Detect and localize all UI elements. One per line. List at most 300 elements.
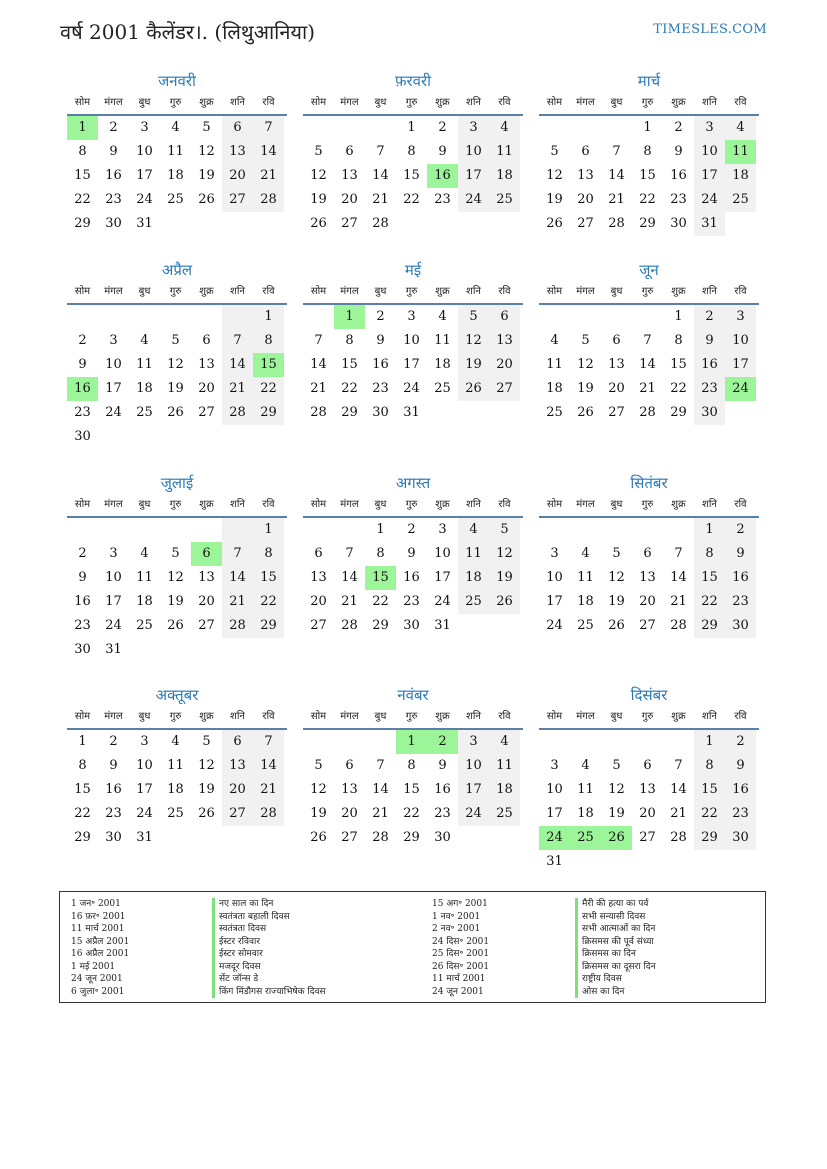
day-cell[interactable]: 28 bbox=[341, 618, 358, 633]
day-cell[interactable]: 18 bbox=[577, 806, 594, 821]
day-cell[interactable]: 23 bbox=[74, 405, 91, 420]
day-cell[interactable]: 20 bbox=[310, 594, 327, 609]
day-cell[interactable]: 17 bbox=[694, 164, 725, 188]
day-cell[interactable]: 24 bbox=[539, 826, 570, 850]
day-cell[interactable]: 8 bbox=[643, 144, 652, 159]
day-cell[interactable]: 28 bbox=[222, 401, 253, 425]
day-cell[interactable]: 12 bbox=[198, 758, 215, 773]
day-cell[interactable]: 28 bbox=[670, 618, 687, 633]
day-cell[interactable]: 27 bbox=[489, 377, 520, 401]
day-cell[interactable]: 13 bbox=[310, 570, 327, 585]
day-cell[interactable]: 25 bbox=[570, 826, 601, 850]
day-cell[interactable]: 26 bbox=[601, 826, 632, 850]
day-cell[interactable]: 13 bbox=[341, 782, 358, 797]
day-cell[interactable]: 11 bbox=[489, 140, 520, 164]
day-cell[interactable]: 18 bbox=[489, 164, 520, 188]
day-cell[interactable]: 14 bbox=[608, 168, 625, 183]
day-cell[interactable]: 9 bbox=[109, 144, 118, 159]
day-cell[interactable]: 12 bbox=[577, 357, 594, 372]
day-cell[interactable]: 10 bbox=[458, 140, 489, 164]
day-cell[interactable]: 30 bbox=[403, 618, 420, 633]
day-cell[interactable]: 13 bbox=[639, 782, 656, 797]
day-cell[interactable]: 17 bbox=[546, 594, 563, 609]
day-cell[interactable]: 23 bbox=[105, 192, 122, 207]
day-cell[interactable]: 16 bbox=[74, 594, 91, 609]
day-cell[interactable]: 2 bbox=[438, 120, 447, 135]
day-cell[interactable]: 15 bbox=[253, 566, 284, 590]
day-cell[interactable]: 19 bbox=[198, 782, 215, 797]
day-cell[interactable]: 20 bbox=[198, 594, 215, 609]
day-cell[interactable]: 27 bbox=[341, 830, 358, 845]
day-cell[interactable]: 17 bbox=[136, 168, 153, 183]
day-cell[interactable]: 21 bbox=[372, 192, 389, 207]
day-cell[interactable]: 9 bbox=[78, 357, 87, 372]
day-cell[interactable]: 10 bbox=[458, 754, 489, 778]
day-cell[interactable]: 24 bbox=[725, 377, 756, 401]
day-cell[interactable]: 11 bbox=[577, 782, 594, 797]
day-cell[interactable]: 14 bbox=[372, 168, 389, 183]
day-cell[interactable]: 10 bbox=[136, 758, 153, 773]
day-cell[interactable]: 18 bbox=[546, 381, 563, 396]
day-cell[interactable]: 3 bbox=[458, 116, 489, 140]
day-cell[interactable]: 22 bbox=[694, 802, 725, 826]
day-cell[interactable]: 28 bbox=[222, 614, 253, 638]
day-cell[interactable]: 31 bbox=[136, 216, 153, 231]
day-cell[interactable]: 2 bbox=[78, 333, 87, 348]
day-cell[interactable]: 18 bbox=[167, 782, 184, 797]
day-cell[interactable]: 14 bbox=[372, 782, 389, 797]
day-cell[interactable]: 1 bbox=[67, 116, 98, 140]
day-cell[interactable]: 28 bbox=[670, 830, 687, 845]
day-cell[interactable]: 31 bbox=[546, 854, 563, 869]
day-cell[interactable]: 12 bbox=[310, 782, 327, 797]
day-cell[interactable]: 22 bbox=[403, 192, 420, 207]
day-cell[interactable]: 2 bbox=[78, 546, 87, 561]
day-cell[interactable]: 4 bbox=[489, 116, 520, 140]
day-cell[interactable]: 29 bbox=[253, 614, 284, 638]
day-cell[interactable]: 24 bbox=[694, 188, 725, 212]
day-cell[interactable]: 30 bbox=[670, 216, 687, 231]
day-cell[interactable]: 18 bbox=[434, 357, 451, 372]
day-cell[interactable]: 22 bbox=[639, 192, 656, 207]
day-cell[interactable]: 12 bbox=[608, 782, 625, 797]
day-cell[interactable]: 10 bbox=[725, 329, 756, 353]
day-cell[interactable]: 26 bbox=[310, 830, 327, 845]
day-cell[interactable]: 19 bbox=[546, 192, 563, 207]
day-cell[interactable]: 20 bbox=[198, 381, 215, 396]
day-cell[interactable]: 24 bbox=[458, 802, 489, 826]
day-cell[interactable]: 22 bbox=[341, 381, 358, 396]
day-cell[interactable]: 11 bbox=[489, 754, 520, 778]
day-cell[interactable]: 21 bbox=[253, 778, 284, 802]
day-cell[interactable]: 15 bbox=[341, 357, 358, 372]
day-cell[interactable]: 3 bbox=[140, 734, 149, 749]
day-cell[interactable]: 22 bbox=[403, 806, 420, 821]
day-cell[interactable]: 12 bbox=[489, 542, 520, 566]
day-cell[interactable]: 26 bbox=[546, 216, 563, 231]
day-cell[interactable]: 13 bbox=[198, 570, 215, 585]
day-cell[interactable]: 25 bbox=[136, 618, 153, 633]
day-cell[interactable]: 2 bbox=[694, 305, 725, 329]
day-cell[interactable]: 1 bbox=[253, 518, 284, 542]
day-cell[interactable]: 6 bbox=[489, 305, 520, 329]
day-cell[interactable]: 1 bbox=[376, 522, 385, 537]
day-cell[interactable]: 11 bbox=[458, 542, 489, 566]
day-cell[interactable]: 15 bbox=[670, 357, 687, 372]
day-cell[interactable]: 27 bbox=[608, 405, 625, 420]
day-cell[interactable]: 18 bbox=[136, 381, 153, 396]
day-cell[interactable]: 31 bbox=[105, 642, 122, 657]
day-cell[interactable]: 15 bbox=[694, 778, 725, 802]
day-cell[interactable]: 19 bbox=[608, 594, 625, 609]
day-cell[interactable]: 10 bbox=[546, 782, 563, 797]
day-cell[interactable]: 7 bbox=[376, 144, 385, 159]
day-cell[interactable]: 22 bbox=[74, 192, 91, 207]
day-cell[interactable]: 31 bbox=[694, 212, 725, 236]
day-cell[interactable]: 7 bbox=[674, 546, 683, 561]
day-cell[interactable]: 4 bbox=[171, 734, 180, 749]
day-cell[interactable]: 30 bbox=[434, 830, 451, 845]
day-cell[interactable]: 25 bbox=[489, 802, 520, 826]
day-cell[interactable]: 11 bbox=[136, 357, 153, 372]
day-cell[interactable]: 30 bbox=[105, 830, 122, 845]
day-cell[interactable]: 24 bbox=[434, 594, 451, 609]
day-cell[interactable]: 15 bbox=[639, 168, 656, 183]
day-cell[interactable]: 6 bbox=[202, 333, 211, 348]
day-cell[interactable]: 5 bbox=[581, 333, 590, 348]
day-cell[interactable]: 12 bbox=[546, 168, 563, 183]
day-cell[interactable]: 16 bbox=[434, 782, 451, 797]
day-cell[interactable]: 26 bbox=[167, 405, 184, 420]
day-cell[interactable]: 2 bbox=[407, 522, 416, 537]
day-cell[interactable]: 21 bbox=[670, 594, 687, 609]
day-cell[interactable]: 21 bbox=[670, 806, 687, 821]
day-cell[interactable]: 10 bbox=[403, 333, 420, 348]
day-cell[interactable]: 23 bbox=[725, 802, 756, 826]
day-cell[interactable]: 4 bbox=[550, 333, 559, 348]
day-cell[interactable]: 2 bbox=[674, 120, 683, 135]
day-cell[interactable]: 11 bbox=[136, 570, 153, 585]
day-cell[interactable]: 27 bbox=[577, 216, 594, 231]
day-cell[interactable]: 12 bbox=[167, 357, 184, 372]
day-cell[interactable]: 11 bbox=[577, 570, 594, 585]
day-cell[interactable]: 20 bbox=[341, 806, 358, 821]
day-cell[interactable]: 2 bbox=[109, 120, 118, 135]
day-cell[interactable]: 16 bbox=[725, 778, 756, 802]
day-cell[interactable]: 11 bbox=[434, 333, 451, 348]
day-cell[interactable]: 19 bbox=[167, 594, 184, 609]
day-cell[interactable]: 29 bbox=[341, 405, 358, 420]
day-cell[interactable]: 3 bbox=[725, 305, 756, 329]
day-cell[interactable]: 4 bbox=[489, 730, 520, 754]
day-cell[interactable]: 18 bbox=[458, 566, 489, 590]
day-cell[interactable]: 7 bbox=[222, 329, 253, 353]
day-cell[interactable]: 1 bbox=[396, 730, 427, 754]
day-cell[interactable]: 7 bbox=[253, 116, 284, 140]
day-cell[interactable]: 12 bbox=[167, 570, 184, 585]
day-cell[interactable]: 5 bbox=[550, 144, 559, 159]
day-cell[interactable]: 16 bbox=[725, 566, 756, 590]
day-cell[interactable]: 24 bbox=[403, 381, 420, 396]
day-cell[interactable]: 6 bbox=[222, 116, 253, 140]
day-cell[interactable]: 20 bbox=[489, 353, 520, 377]
day-cell[interactable]: 19 bbox=[489, 566, 520, 590]
day-cell[interactable]: 28 bbox=[372, 216, 389, 231]
day-cell[interactable]: 30 bbox=[694, 401, 725, 425]
day-cell[interactable]: 21 bbox=[372, 806, 389, 821]
day-cell[interactable]: 4 bbox=[458, 518, 489, 542]
day-cell[interactable]: 10 bbox=[105, 570, 122, 585]
day-cell[interactable]: 12 bbox=[310, 168, 327, 183]
day-cell[interactable]: 6 bbox=[643, 546, 652, 561]
day-cell[interactable]: 25 bbox=[546, 405, 563, 420]
day-cell[interactable]: 20 bbox=[639, 806, 656, 821]
day-cell[interactable]: 8 bbox=[345, 333, 354, 348]
day-cell[interactable]: 12 bbox=[608, 570, 625, 585]
day-cell[interactable]: 14 bbox=[222, 566, 253, 590]
day-cell[interactable]: 20 bbox=[608, 381, 625, 396]
day-cell[interactable]: 9 bbox=[438, 758, 447, 773]
day-cell[interactable]: 27 bbox=[222, 188, 253, 212]
day-cell[interactable]: 14 bbox=[253, 140, 284, 164]
day-cell[interactable]: 25 bbox=[458, 590, 489, 614]
day-cell[interactable]: 15 bbox=[403, 168, 420, 183]
day-cell[interactable]: 8 bbox=[407, 758, 416, 773]
day-cell[interactable]: 25 bbox=[136, 405, 153, 420]
day-cell[interactable]: 20 bbox=[341, 192, 358, 207]
day-cell[interactable]: 18 bbox=[167, 168, 184, 183]
day-cell[interactable]: 21 bbox=[253, 164, 284, 188]
day-cell[interactable]: 23 bbox=[403, 594, 420, 609]
day-cell[interactable]: 3 bbox=[694, 116, 725, 140]
day-cell[interactable]: 19 bbox=[577, 381, 594, 396]
day-cell[interactable]: 25 bbox=[167, 806, 184, 821]
day-cell[interactable]: 14 bbox=[341, 570, 358, 585]
day-cell[interactable]: 18 bbox=[489, 778, 520, 802]
day-cell[interactable]: 17 bbox=[136, 782, 153, 797]
day-cell[interactable]: 3 bbox=[140, 120, 149, 135]
day-cell[interactable]: 15 bbox=[694, 566, 725, 590]
day-cell[interactable]: 4 bbox=[581, 758, 590, 773]
day-cell[interactable]: 17 bbox=[725, 353, 756, 377]
day-cell[interactable]: 5 bbox=[202, 734, 211, 749]
day-cell[interactable]: 14 bbox=[670, 570, 687, 585]
day-cell[interactable]: 26 bbox=[577, 405, 594, 420]
day-cell[interactable]: 3 bbox=[438, 522, 447, 537]
day-cell[interactable]: 24 bbox=[136, 806, 153, 821]
day-cell[interactable]: 3 bbox=[109, 333, 118, 348]
day-cell[interactable]: 5 bbox=[171, 333, 180, 348]
day-cell[interactable]: 20 bbox=[222, 778, 253, 802]
day-cell[interactable]: 22 bbox=[74, 806, 91, 821]
day-cell[interactable]: 27 bbox=[198, 405, 215, 420]
day-cell[interactable]: 5 bbox=[171, 546, 180, 561]
day-cell[interactable]: 6 bbox=[191, 542, 222, 566]
day-cell[interactable]: 28 bbox=[253, 802, 284, 826]
day-cell[interactable]: 11 bbox=[167, 758, 184, 773]
day-cell[interactable]: 14 bbox=[639, 357, 656, 372]
day-cell[interactable]: 17 bbox=[105, 381, 122, 396]
day-cell[interactable]: 4 bbox=[171, 120, 180, 135]
day-cell[interactable]: 17 bbox=[105, 594, 122, 609]
day-cell[interactable]: 8 bbox=[694, 754, 725, 778]
day-cell[interactable]: 29 bbox=[694, 614, 725, 638]
day-cell[interactable]: 29 bbox=[253, 401, 284, 425]
day-cell[interactable]: 19 bbox=[458, 353, 489, 377]
day-cell[interactable]: 14 bbox=[310, 357, 327, 372]
day-cell[interactable]: 21 bbox=[222, 377, 253, 401]
day-cell[interactable]: 27 bbox=[639, 830, 656, 845]
day-cell[interactable]: 4 bbox=[438, 309, 447, 324]
day-cell[interactable]: 25 bbox=[489, 188, 520, 212]
day-cell[interactable]: 25 bbox=[577, 618, 594, 633]
day-cell[interactable]: 24 bbox=[458, 188, 489, 212]
day-cell[interactable]: 13 bbox=[639, 570, 656, 585]
day-cell[interactable]: 9 bbox=[109, 758, 118, 773]
day-cell[interactable]: 27 bbox=[198, 618, 215, 633]
day-cell[interactable]: 4 bbox=[140, 333, 149, 348]
day-cell[interactable]: 5 bbox=[314, 144, 323, 159]
day-cell[interactable]: 11 bbox=[725, 140, 756, 164]
day-cell[interactable]: 22 bbox=[694, 590, 725, 614]
day-cell[interactable]: 9 bbox=[674, 144, 683, 159]
day-cell[interactable]: 26 bbox=[458, 377, 489, 401]
day-cell[interactable]: 29 bbox=[372, 618, 389, 633]
day-cell[interactable]: 15 bbox=[403, 782, 420, 797]
day-cell[interactable]: 24 bbox=[105, 405, 122, 420]
day-cell[interactable]: 20 bbox=[222, 164, 253, 188]
day-cell[interactable]: 26 bbox=[198, 806, 215, 821]
day-cell[interactable]: 11 bbox=[546, 357, 563, 372]
day-cell[interactable]: 28 bbox=[372, 830, 389, 845]
day-cell[interactable]: 29 bbox=[694, 826, 725, 850]
day-cell[interactable]: 3 bbox=[550, 758, 559, 773]
day-cell[interactable]: 4 bbox=[140, 546, 149, 561]
day-cell[interactable]: 19 bbox=[310, 192, 327, 207]
day-cell[interactable]: 14 bbox=[222, 353, 253, 377]
day-cell[interactable]: 29 bbox=[639, 216, 656, 231]
day-cell[interactable]: 15 bbox=[74, 782, 91, 797]
day-cell[interactable]: 23 bbox=[434, 192, 451, 207]
day-cell[interactable]: 10 bbox=[694, 140, 725, 164]
day-cell[interactable]: 16 bbox=[403, 570, 420, 585]
day-cell[interactable]: 3 bbox=[109, 546, 118, 561]
day-cell[interactable]: 1 bbox=[253, 305, 284, 329]
day-cell[interactable]: 21 bbox=[341, 594, 358, 609]
day-cell[interactable]: 26 bbox=[167, 618, 184, 633]
day-cell[interactable]: 26 bbox=[489, 590, 520, 614]
day-cell[interactable]: 31 bbox=[403, 405, 420, 420]
day-cell[interactable]: 7 bbox=[222, 542, 253, 566]
day-cell[interactable]: 7 bbox=[612, 144, 621, 159]
day-cell[interactable]: 11 bbox=[167, 144, 184, 159]
day-cell[interactable]: 21 bbox=[639, 381, 656, 396]
day-cell[interactable]: 13 bbox=[577, 168, 594, 183]
day-cell[interactable]: 24 bbox=[136, 192, 153, 207]
day-cell[interactable]: 9 bbox=[407, 546, 416, 561]
day-cell[interactable]: 7 bbox=[345, 546, 354, 561]
day-cell[interactable]: 22 bbox=[372, 594, 389, 609]
day-cell[interactable]: 2 bbox=[427, 730, 458, 754]
day-cell[interactable]: 1 bbox=[334, 305, 365, 329]
day-cell[interactable]: 10 bbox=[546, 570, 563, 585]
day-cell[interactable]: 22 bbox=[253, 590, 284, 614]
day-cell[interactable]: 24 bbox=[546, 618, 563, 633]
day-cell[interactable]: 8 bbox=[407, 144, 416, 159]
day-cell[interactable]: 21 bbox=[310, 381, 327, 396]
day-cell[interactable]: 5 bbox=[612, 546, 621, 561]
day-cell[interactable]: 16 bbox=[694, 353, 725, 377]
day-cell[interactable]: 20 bbox=[639, 594, 656, 609]
day-cell[interactable]: 23 bbox=[74, 618, 91, 633]
day-cell[interactable]: 23 bbox=[670, 192, 687, 207]
day-cell[interactable]: 22 bbox=[670, 381, 687, 396]
day-cell[interactable]: 30 bbox=[725, 614, 756, 638]
day-cell[interactable]: 2 bbox=[109, 734, 118, 749]
day-cell[interactable]: 26 bbox=[310, 216, 327, 231]
day-cell[interactable]: 7 bbox=[643, 333, 652, 348]
day-cell[interactable]: 17 bbox=[434, 570, 451, 585]
day-cell[interactable]: 20 bbox=[577, 192, 594, 207]
day-cell[interactable]: 9 bbox=[438, 144, 447, 159]
day-cell[interactable]: 6 bbox=[612, 333, 621, 348]
day-cell[interactable]: 31 bbox=[136, 830, 153, 845]
day-cell[interactable]: 17 bbox=[458, 778, 489, 802]
day-cell[interactable]: 16 bbox=[105, 782, 122, 797]
day-cell[interactable]: 25 bbox=[725, 188, 756, 212]
day-cell[interactable]: 19 bbox=[198, 168, 215, 183]
day-cell[interactable]: 8 bbox=[694, 542, 725, 566]
day-cell[interactable]: 17 bbox=[546, 806, 563, 821]
day-cell[interactable]: 14 bbox=[670, 782, 687, 797]
day-cell[interactable]: 13 bbox=[222, 754, 253, 778]
day-cell[interactable]: 23 bbox=[694, 377, 725, 401]
day-cell[interactable]: 21 bbox=[608, 192, 625, 207]
day-cell[interactable]: 8 bbox=[376, 546, 385, 561]
day-cell[interactable]: 4 bbox=[581, 546, 590, 561]
day-cell[interactable]: 16 bbox=[67, 377, 98, 401]
day-cell[interactable]: 12 bbox=[458, 329, 489, 353]
day-cell[interactable]: 5 bbox=[612, 758, 621, 773]
day-cell[interactable]: 15 bbox=[74, 168, 91, 183]
day-cell[interactable]: 10 bbox=[434, 546, 451, 561]
day-cell[interactable]: 17 bbox=[403, 357, 420, 372]
day-cell[interactable]: 3 bbox=[407, 309, 416, 324]
day-cell[interactable]: 1 bbox=[694, 518, 725, 542]
day-cell[interactable]: 9 bbox=[725, 542, 756, 566]
day-cell[interactable]: 3 bbox=[458, 730, 489, 754]
day-cell[interactable]: 6 bbox=[345, 758, 354, 773]
day-cell[interactable]: 22 bbox=[253, 377, 284, 401]
day-cell[interactable]: 3 bbox=[550, 546, 559, 561]
day-cell[interactable]: 19 bbox=[167, 381, 184, 396]
day-cell[interactable]: 5 bbox=[314, 758, 323, 773]
day-cell[interactable]: 6 bbox=[643, 758, 652, 773]
day-cell[interactable]: 23 bbox=[434, 806, 451, 821]
day-cell[interactable]: 30 bbox=[74, 429, 91, 444]
day-cell[interactable]: 8 bbox=[78, 144, 87, 159]
day-cell[interactable]: 2 bbox=[725, 730, 756, 754]
day-cell[interactable]: 1 bbox=[407, 120, 416, 135]
day-cell[interactable]: 27 bbox=[222, 802, 253, 826]
day-cell[interactable]: 30 bbox=[74, 642, 91, 657]
day-cell[interactable]: 30 bbox=[725, 826, 756, 850]
day-cell[interactable]: 13 bbox=[608, 357, 625, 372]
day-cell[interactable]: 1 bbox=[674, 309, 683, 324]
day-cell[interactable]: 16 bbox=[105, 168, 122, 183]
day-cell[interactable]: 5 bbox=[458, 305, 489, 329]
day-cell[interactable]: 9 bbox=[725, 754, 756, 778]
